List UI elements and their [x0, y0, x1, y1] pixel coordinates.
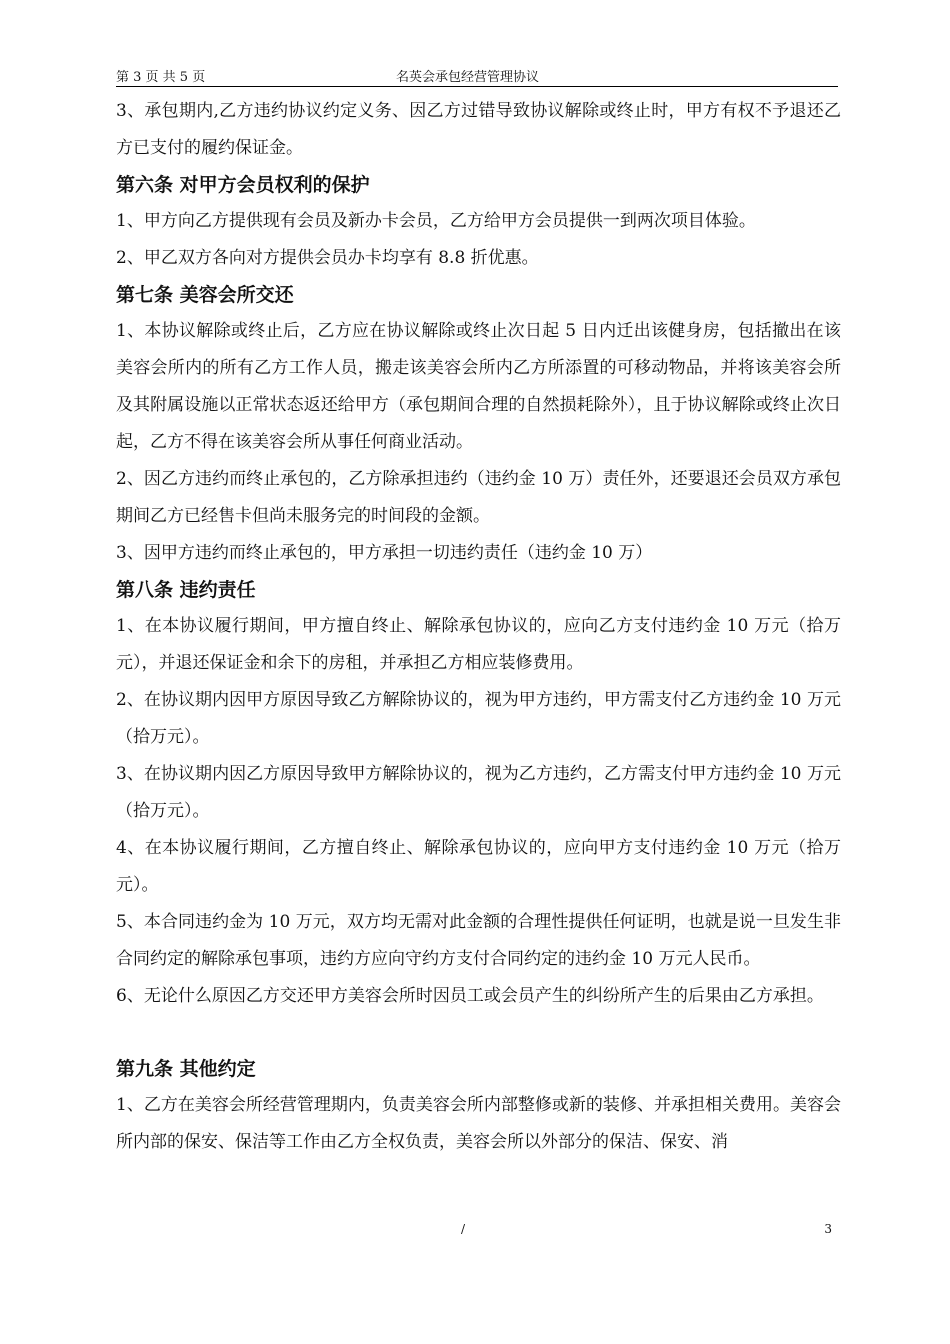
article6-heading: 第六条 对甲方会员权利的保护: [116, 174, 370, 196]
article8-clause4: 4、在本协议履行期间，乙方擅自终止、解除承包协议的，应向甲方支付违约金 10 万元（拾万元）。: [116, 838, 841, 895]
article6-clause1: 1、甲方向乙方提供现有会员及新办卡会员，乙方给甲方会员提供一到两次项目体验。: [116, 211, 756, 231]
footer-page-number: 3: [824, 1222, 832, 1236]
article5-clause3: 3、承包期内,乙方违约协议约定义务、因乙方过错导致协议解除或终止时，甲方有权不予退还乙方已支付的履约保证金。: [116, 101, 841, 158]
article8-clause1: 1、在本协议履行期间，甲方擅自终止、解除承包协议的，应向乙方支付违约金 10 万元（拾万元），并退还保证金和余下的房租，并承担乙方相应装修费用。: [116, 616, 841, 673]
article6-clause2: 2、甲乙双方各向对方提供会员办卡均享有 8.8 折优惠。: [116, 248, 539, 268]
article8-clause2: 2、在协议期内因甲方原因导致乙方解除协议的，视为甲方违约，甲方需支付乙方违约金 10 万元（拾万元）。: [116, 690, 841, 747]
article7-clause2: 2、因乙方违约而终止承包的，乙方除承担违约（违约金 10 万）责任外，还要退还会员双方承包期间乙方已经售卡但尚未服务完的时间段的金额。: [116, 469, 841, 526]
article8-clause3: 3、在协议期内因乙方原因导致甲方解除协议的，视为乙方违约，乙方需支付甲方违约金 10 万元（拾万元）。: [116, 764, 841, 821]
header-document-title: 名英会承包经营管理协议: [396, 70, 540, 85]
blank-line: [116, 1015, 841, 1051]
article7-clause1: 1、本协议解除或终止后，乙方应在协议解除或终止次日起 5 日内迁出该健身房，包括撤出在该美容会所内的所有乙方工作人员，搬走该美容会所内乙方所添置的可移动物品，并将该美容会所及其附属设施以正常状态返还给甲方（承包期间合理的自然损耗除外），且于协议解除或终止次日起，乙方不得在该美容会所从事任何商业活动。: [116, 321, 841, 452]
document-body: [116, 93, 841, 1161]
header-page-info: 第 3 页 共 5 页: [116, 70, 206, 85]
article7-heading: 第七条 美容会所交还: [116, 284, 294, 306]
article8-clause6: 6、无论什么原因乙方交还甲方美容会所时因员工或会员产生的纠纷所产生的后果由乙方承担。: [116, 986, 824, 1006]
article7-clause3: 3、因甲方违约而终止承包的，甲方承担一切违约责任（违约金 10 万）: [116, 543, 653, 563]
page-footer: [116, 1222, 838, 1242]
footer-separator: /: [461, 1222, 466, 1236]
page-header: [116, 64, 838, 87]
article8-heading: 第八条 违约责任: [116, 579, 256, 601]
article9-heading: 第九条 其他约定: [116, 1058, 256, 1080]
article8-clause5: 5、本合同违约金为 10 万元，双方均无需对此金额的合理性提供任何证明，也就是说一旦发生非合同约定的解除承包事项，违约方应向守约方支付合同约定的违约金 10 万元人民币。: [116, 912, 841, 969]
article9-clause1: 1、乙方在美容会所经营管理期内，负责美容会所内部整修或新的装修、并承担相关费用。美容会所内部的保安、保洁等工作由乙方全权负责，美容会所以外部分的保洁、保安、消: [116, 1095, 841, 1152]
